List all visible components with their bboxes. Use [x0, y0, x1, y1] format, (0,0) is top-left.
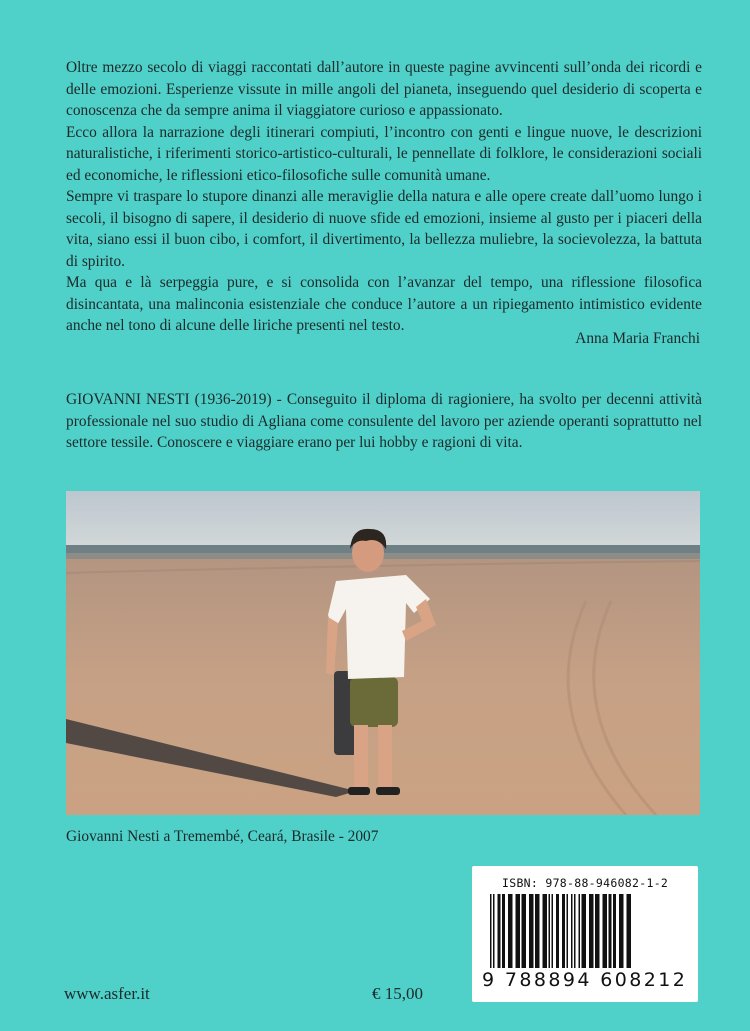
book-blurb — [66, 57, 702, 337]
barcode-bars — [488, 894, 684, 970]
barcode-digits: 9 788894 608212 — [482, 969, 688, 991]
barcode-bar — [522, 894, 527, 968]
barcode-bar — [543, 894, 548, 968]
author-bio: GIOVANNI NESTI (1936-2019) - Conseguito il diploma di ragioniere, ha svolto per decenni attività professionale nel suo studio di Agliana come consulente del lavoro per aziende operanti soprattutto nel settore tessile. Conoscere e viaggiare erano per lui hobby e ragioni di vita. — [66, 391, 702, 451]
barcode-bar — [508, 894, 513, 968]
barcode-bar — [595, 894, 600, 968]
barcode-bar — [603, 894, 608, 968]
blurb-paragraph-1: Oltre mezzo secolo di viaggi raccontati dall’autore in queste pagine avvincenti sull’onda dei ricordi e delle emozioni. Esperienze vissute in mille angoli del pianeta, inseguendo quel desiderio di scoperta e conoscenza che da sempre anima il viaggiatore curioso e appassionato. — [66, 59, 702, 119]
barcode-bar — [619, 894, 624, 968]
barcode-bar — [613, 894, 616, 968]
isbn-label: ISBN: 978-88-946082-1-2 — [502, 876, 669, 890]
barcode-bar — [609, 894, 612, 968]
barcode-bar — [582, 894, 587, 968]
book-price: € 15,00 — [372, 984, 423, 1003]
isbn-barcode — [472, 866, 698, 1002]
barcode-bar — [627, 894, 632, 968]
beach-photo-illustration — [66, 491, 700, 815]
barcode-bar — [574, 894, 576, 968]
barcode-bar — [493, 894, 495, 968]
barcode-bar — [589, 894, 594, 968]
barcode-bar — [579, 894, 581, 968]
barcode-bar — [571, 894, 573, 968]
barcode-bar — [549, 894, 551, 968]
barcode-bar — [502, 894, 505, 968]
barcode-bar — [552, 894, 554, 968]
barcode-bar — [562, 894, 565, 968]
barcode-bar — [490, 894, 492, 968]
barcode-bar — [516, 894, 521, 968]
blurb-signature: Anna Maria Franchi — [575, 330, 700, 347]
photo-caption: Giovanni Nesti a Tremembé, Ceará, Brasile - 2007 — [66, 828, 379, 845]
publisher-website: www.asfer.it — [64, 984, 150, 1003]
blurb-paragraph-3: Sempre vi traspare lo stupore dinanzi alle meraviglie della natura e alle opere create dall’uomo lungo i secoli, il bisogno di sapere, il desiderio di nuove sfide ed emozioni, insieme al gusto per i piaceri della vita, siano essi il buon cibo, i comfort, il divertimento, la bellezza muliebre, la socievolezza, la battuta di spirito. — [66, 188, 702, 270]
barcode-bar — [535, 894, 540, 968]
barcode-bar — [498, 894, 501, 968]
blurb-paragraph-2: Ecco allora la narrazione degli itinerari compiuti, l’incontro con genti e lingue nuove, le descrizioni naturalistiche, i riferimenti storico-artistico-culturali, le pennellate di folklore, le considerazioni sociali ed economiche, le riflessioni etico-filosofiche sulle comunità umane. — [66, 123, 702, 184]
blurb-paragraph-4: Ma qua e là serpeggia pure, e si consolida con l’avanzar del tempo, una riflessione filosofica disincantata, una malinconia esistenziale che conduce l’autore a un ripiegamento intimistico evidente anche nel tono di alcune delle liriche presenti nel testo. — [66, 274, 702, 334]
barcode-bar — [556, 894, 559, 968]
barcode-bar — [529, 894, 534, 968]
author-photo — [66, 491, 700, 815]
barcode-bar — [567, 894, 569, 968]
